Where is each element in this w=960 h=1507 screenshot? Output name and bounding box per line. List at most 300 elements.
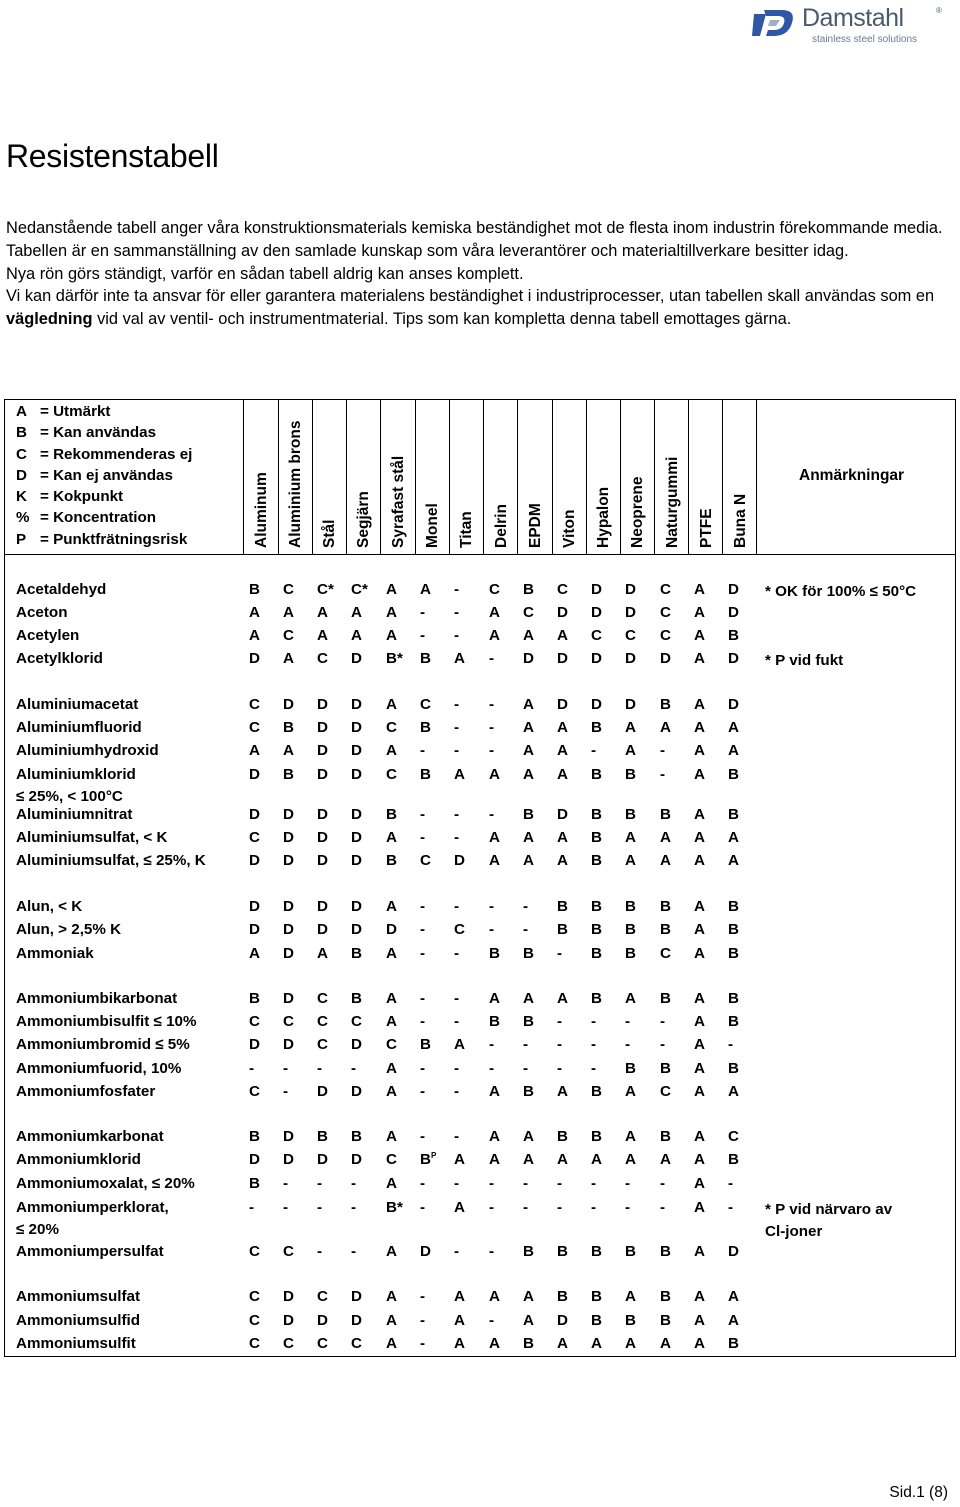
rating-cell: D: [283, 1036, 294, 1053]
rating-cell: C: [625, 627, 636, 644]
rating-cell: A: [694, 806, 705, 823]
rating-cell: D: [317, 921, 328, 938]
rating-cell: D: [728, 1243, 739, 1260]
rating-cell: -: [591, 1199, 597, 1216]
legend-key: K: [16, 488, 27, 506]
column-header: PTFE: [698, 508, 715, 548]
rating-cell: -: [317, 1175, 323, 1192]
rating-cell: A: [694, 696, 705, 713]
rating-cell: A: [625, 742, 636, 759]
rating-cell: D: [351, 650, 362, 667]
rating-cell: -: [660, 742, 666, 759]
rating-cell: D: [283, 921, 294, 938]
rating-cell: [420, 1151, 450, 1168]
rating-cell: B: [591, 852, 602, 869]
rating-cell: A: [386, 1013, 397, 1030]
legend-text: = Kokpunkt: [40, 488, 124, 506]
rating-cell: -: [660, 1175, 666, 1192]
rating-cell: C: [249, 1335, 260, 1352]
rating-cell: D: [351, 1083, 362, 1100]
rating-cell: C: [351, 1335, 362, 1352]
table-row: [0, 1221, 960, 1241]
rating-cell: A: [591, 1335, 602, 1352]
legend-item: [16, 422, 192, 443]
column-header: Aluminium brons: [287, 420, 304, 548]
rating-cell: B: [523, 581, 534, 598]
table-row: [0, 1151, 960, 1171]
rating-cell: -: [523, 1060, 529, 1077]
rating-cell: B: [625, 898, 636, 915]
chemical-name: Acetylen: [16, 627, 80, 644]
rating-cell: -: [420, 806, 426, 823]
rating-cell: A: [694, 1128, 705, 1145]
rating-cell: -: [420, 627, 426, 644]
rating-cell: D: [728, 650, 739, 667]
rating-cell: B: [591, 1083, 602, 1100]
rating-cell: B: [625, 1060, 636, 1077]
rating-cell: A: [386, 1312, 397, 1329]
rating-cell: A: [454, 1036, 465, 1053]
column-header: Neoprene: [629, 476, 646, 548]
legend-text: = Punktfrätningsrisk: [40, 530, 188, 548]
rating-cell: D: [283, 852, 294, 869]
rating-cell: B: [420, 719, 431, 736]
table-row: [0, 806, 960, 826]
rating-cell: A: [625, 1288, 636, 1305]
chemical-name: Ammoniumsulfit: [16, 1335, 136, 1352]
rating-cell: -: [317, 1243, 323, 1260]
rating-cell: C: [386, 1036, 397, 1053]
rating-cell: C: [386, 1151, 397, 1168]
rating-cell: -: [660, 1013, 666, 1030]
rating-cell: A: [694, 921, 705, 938]
rating-cell: A: [386, 581, 397, 598]
rating-cell: D: [351, 829, 362, 846]
column-divider: [346, 399, 347, 555]
rating-cell: A: [694, 581, 705, 598]
chemical-name: Aluminiumhydroxid: [16, 742, 159, 759]
column-divider: [688, 399, 689, 555]
rating-cell: B: [728, 898, 739, 915]
column-divider: [654, 399, 655, 555]
rating-cell: -: [489, 898, 495, 915]
rating-cell: D: [557, 696, 568, 713]
rating-cell: C: [660, 945, 671, 962]
rating-cell: A: [489, 852, 500, 869]
rating-cell: B: [249, 990, 260, 1007]
rating-cell: B: [625, 921, 636, 938]
rating-cell: D: [728, 696, 739, 713]
table-row: [0, 1312, 960, 1332]
rating-cell: A: [386, 1335, 397, 1352]
rating-cell: B: [523, 1335, 534, 1352]
rating-cell: D: [283, 1151, 294, 1168]
rating-cell: A: [694, 898, 705, 915]
rating-cell: C: [249, 1013, 260, 1030]
chemical-name: Ammoniumsulfid: [16, 1312, 141, 1329]
rating-cell: -: [420, 1060, 426, 1077]
rating-cell: -: [420, 1083, 426, 1100]
rating-cell: A: [317, 604, 328, 621]
rating-cell: B: [420, 766, 431, 783]
rating-cell: C: [283, 1243, 294, 1260]
rating-cell: -: [454, 1083, 460, 1100]
rating-cell: D: [454, 852, 465, 869]
rating-cell: -: [728, 1036, 734, 1053]
rating-cell: A: [489, 604, 500, 621]
rating-cell: B: [557, 1243, 568, 1260]
rating-cell: -: [591, 742, 597, 759]
rating-cell: B: [523, 1013, 534, 1030]
rating-cell: A: [489, 1151, 500, 1168]
rating-cell: D: [351, 1312, 362, 1329]
rating-cell: C: [283, 1335, 294, 1352]
rating-cell: C: [249, 1083, 260, 1100]
rating-cell: B: [625, 1312, 636, 1329]
page-number: Sid.1 (8): [889, 1484, 948, 1501]
column-divider: [722, 399, 723, 555]
rating-cell: A: [386, 1083, 397, 1100]
rating-cell: A: [489, 627, 500, 644]
table-row: [0, 650, 960, 670]
rating-cell: -: [591, 1060, 597, 1077]
column-divider: [449, 399, 450, 555]
rating-cell: -: [420, 742, 426, 759]
table-row: [0, 1060, 960, 1080]
rating-cell: C: [728, 1128, 739, 1145]
rating-cell: A: [728, 852, 739, 869]
rating-cell: -: [454, 1243, 460, 1260]
table-row: [0, 1288, 960, 1308]
rating-cell: A: [523, 1288, 534, 1305]
damstahl-logo: [752, 4, 942, 46]
table-row: [0, 852, 960, 872]
rating-cell: C: [283, 627, 294, 644]
rating-cell: B: [420, 1036, 431, 1053]
chemical-name: Aluminiumnitrat: [16, 806, 133, 823]
rating-cell: C: [317, 990, 328, 1007]
rating-cell: D: [351, 742, 362, 759]
rating-cell: A: [454, 650, 465, 667]
rating-cell: -: [557, 1013, 563, 1030]
chemical-name: Acetaldehyd: [16, 581, 107, 598]
rating-cell: C: [249, 719, 260, 736]
rating-cell: A: [489, 766, 500, 783]
rating-cell: A: [557, 829, 568, 846]
chemical-name: Aluminiumsulfat, ≤ 25%, K: [16, 852, 206, 869]
rating-cell: A: [523, 742, 534, 759]
rating-cell: -: [728, 1175, 734, 1192]
column-header: Aluminum: [253, 472, 270, 548]
legend-item: [16, 401, 192, 422]
rating-cell: D: [249, 766, 260, 783]
legend-text: = Kan ej användas: [40, 466, 173, 484]
rating-cell: D: [591, 604, 602, 621]
rating-cell: A: [694, 650, 705, 667]
rating-cell: B: [625, 806, 636, 823]
rating-cell: A: [694, 945, 705, 962]
rating-cell: A: [694, 990, 705, 1007]
column-header: EPDM: [527, 503, 544, 548]
rating-cell: C: [249, 1312, 260, 1329]
rating-cell: A: [523, 1312, 534, 1329]
rating-cell: B: [625, 766, 636, 783]
rating-cell: B: [351, 945, 362, 962]
intro-paragraph-3: [6, 285, 946, 331]
rating-cell: D: [283, 990, 294, 1007]
column-divider: [380, 399, 381, 555]
rating-cell: -: [454, 1175, 460, 1192]
rating-cell: A: [694, 1083, 705, 1100]
rating-cell: A: [660, 852, 671, 869]
rating-cell: B: [660, 1128, 671, 1145]
rating-cell: A: [523, 719, 534, 736]
rating-cell: A: [386, 1060, 397, 1077]
rating-cell: A: [386, 898, 397, 915]
chemical-name: Alun, > 2,5% K: [16, 921, 122, 938]
column-divider: [620, 399, 621, 555]
rating-cell: -: [249, 1060, 255, 1077]
rating-cell: B: [523, 806, 534, 823]
rating-cell: C: [386, 719, 397, 736]
rating-cell: -: [420, 604, 426, 621]
rating-cell: A: [249, 604, 260, 621]
rating-cell: B: [728, 1060, 739, 1077]
rating-cell: B: [591, 898, 602, 915]
rating-cell: A: [386, 945, 397, 962]
rating-cell: -: [591, 1013, 597, 1030]
table-row: [0, 945, 960, 965]
rating-cell: -: [591, 1036, 597, 1053]
rating-cell: B: [728, 1013, 739, 1030]
rating-cell: B: [489, 1013, 500, 1030]
rating-cell: A: [660, 719, 671, 736]
rating-cell: B: [249, 1175, 260, 1192]
rating-cell: D: [249, 650, 260, 667]
rating-cell: -: [523, 1175, 529, 1192]
rating-cell: -: [420, 1335, 426, 1352]
table-row: [0, 604, 960, 624]
rating-cell: B: [591, 1128, 602, 1145]
rating-cell: B: [660, 990, 671, 1007]
chemical-name: Ammoniumbromid ≤ 5%: [16, 1036, 190, 1053]
column-divider: [278, 399, 279, 555]
chemical-name: ≤ 25%, < 100°C: [16, 788, 123, 805]
intro-text: [6, 217, 946, 331]
rating-cell: A: [489, 1128, 500, 1145]
rating-cell: B: [591, 1243, 602, 1260]
rating-cell: D: [351, 719, 362, 736]
rating-cell: -: [454, 1128, 460, 1145]
rating-cell: A: [625, 1128, 636, 1145]
rating-cell: A: [625, 852, 636, 869]
rating-cell: -: [454, 1013, 460, 1030]
rating-cell: A: [625, 1335, 636, 1352]
chemical-name: Aluminiumfluorid: [16, 719, 142, 736]
rating-cell: D: [557, 1312, 568, 1329]
rating-cell: C: [557, 581, 568, 598]
rating-cell: A: [728, 1312, 739, 1329]
rating-cell: B: [625, 1243, 636, 1260]
rating-cell: -: [557, 1199, 563, 1216]
chemical-name: Ammoniumbisulfit ≤ 10%: [16, 1013, 197, 1030]
rating-cell: D: [317, 806, 328, 823]
rating-cell: D: [283, 696, 294, 713]
remark-text: * OK för 100% ≤ 50°C: [765, 583, 917, 600]
table-row: [0, 1083, 960, 1103]
rating-cell: -: [523, 898, 529, 915]
table-row: [0, 829, 960, 849]
rating-cell: C: [317, 1288, 328, 1305]
chemical-name: Aluminiumsulfat, < K: [16, 829, 168, 846]
rating-cell: A: [351, 627, 362, 644]
rating-cell: D: [728, 604, 739, 621]
rating-cell: D: [351, 898, 362, 915]
rating-cell: C: [454, 921, 465, 938]
rating-cell: A: [557, 1335, 568, 1352]
rating-cell: A: [489, 829, 500, 846]
legend-item: [16, 465, 192, 486]
rating-cell: A: [728, 1083, 739, 1100]
rating-cell: D: [523, 650, 534, 667]
rating-cell: A: [249, 945, 260, 962]
rating-cell: -: [489, 921, 495, 938]
rating-cell: A: [523, 696, 534, 713]
rating-cell: A: [625, 990, 636, 1007]
rating-cell: A: [386, 604, 397, 621]
table-row: [0, 1335, 960, 1355]
table-row: [0, 1036, 960, 1056]
rating-cell: A: [728, 719, 739, 736]
column-divider: [483, 399, 484, 555]
rating-cell: A: [489, 1288, 500, 1305]
rating-cell: -: [454, 604, 460, 621]
rating-cell: -: [420, 898, 426, 915]
table-row: [0, 898, 960, 918]
column-header: Hypalon: [595, 486, 612, 548]
rating-cell: C: [249, 829, 260, 846]
intro-text-part: Vi kan därför inte ta ansvar för eller garantera materialens beständighet i industriprocesser, utan tabellen skall användas som en: [6, 287, 935, 306]
rating-cell: -: [420, 1288, 426, 1305]
rating-cell: D: [283, 1288, 294, 1305]
rating-cell: D: [283, 1312, 294, 1329]
rating-cell: D: [317, 898, 328, 915]
rating-cell: C*: [351, 581, 368, 598]
table-row: [0, 1199, 960, 1219]
column-header: Delrin: [493, 504, 510, 548]
rating-cell: A: [694, 1175, 705, 1192]
rating-cell: -: [454, 581, 460, 598]
column-divider: [552, 399, 553, 555]
rating-cell: A: [728, 742, 739, 759]
table-row: [0, 581, 960, 601]
rating-cell: A: [317, 627, 328, 644]
rating-cell: -: [454, 742, 460, 759]
rating-cell: B: [728, 766, 739, 783]
rating-cell: A: [557, 1151, 568, 1168]
rating-cell: A: [625, 719, 636, 736]
rating-cell: A: [386, 1175, 397, 1192]
legend-item: [16, 507, 192, 528]
rating-cell: A: [694, 1199, 705, 1216]
rating-cell: -: [420, 1175, 426, 1192]
rating-cell: A: [625, 829, 636, 846]
rating-cell: -: [591, 1175, 597, 1192]
rating-cell: D: [351, 696, 362, 713]
rating-cell: -: [660, 766, 666, 783]
rating-cell: B: [591, 945, 602, 962]
rating-cell: A: [694, 1243, 705, 1260]
rating-cell: B: [660, 1312, 671, 1329]
rating-cell: -: [317, 1060, 323, 1077]
legend-text: = Kan användas: [40, 424, 157, 442]
rating-cell: B: [660, 898, 671, 915]
rating-cell: C: [386, 766, 397, 783]
rating-cell: -: [557, 1036, 563, 1053]
table-row: [0, 1128, 960, 1148]
rating-cell: D: [728, 581, 739, 598]
chemical-name: Ammoniumoxalat, ≤ 20%: [16, 1175, 195, 1192]
rating-cell: B: [728, 990, 739, 1007]
intro-paragraph-2: Nya rön görs ständigt, varför en sådan tabell aldrig kan anses komplett.: [6, 264, 524, 283]
table-row: [0, 719, 960, 739]
rating-cell: A: [728, 1288, 739, 1305]
rating-cell: C: [660, 1083, 671, 1100]
rating-cell: A: [557, 766, 568, 783]
rating-cell: D: [249, 1151, 260, 1168]
legend-key: C: [16, 445, 27, 463]
rating-cell: -: [489, 1175, 495, 1192]
legend-key: B: [16, 424, 27, 442]
rating-cell: B: [660, 1060, 671, 1077]
rating-cell: A: [249, 742, 260, 759]
rating-cell: B: [591, 806, 602, 823]
rating-cell: A: [694, 1036, 705, 1053]
chemical-name: Ammoniumbikarbonat: [16, 990, 178, 1007]
logo-tagline: stainless steel solutions: [812, 34, 918, 45]
rating-cell: B*: [386, 650, 403, 667]
rating-cell: D: [283, 898, 294, 915]
rating-cell: A: [386, 990, 397, 1007]
rating-cell: -: [489, 719, 495, 736]
rating-cell: D: [249, 1036, 260, 1053]
rating-cell: -: [420, 945, 426, 962]
rating-cell: -: [557, 1175, 563, 1192]
rating-cell: A: [386, 627, 397, 644]
chemical-name: Aceton: [16, 604, 68, 621]
rating-cell: D: [625, 696, 636, 713]
rating-cell: C: [660, 581, 671, 598]
rating-cell: -: [728, 1199, 734, 1216]
legend-item: [16, 529, 192, 550]
rating-cell: -: [523, 1036, 529, 1053]
rating-cell: A: [489, 990, 500, 1007]
column-header: Monel: [424, 503, 441, 548]
table-row: [0, 766, 960, 786]
rating-cell: D: [249, 806, 260, 823]
table-row: [0, 990, 960, 1010]
rating-cell: B: [523, 1243, 534, 1260]
column-divider: [243, 399, 244, 555]
rating-cell: B: [386, 852, 397, 869]
intro-paragraph-1: Nedanstående tabell anger våra konstruktionsmaterials kemiska beständighet mot de flesta inom industrin förekommande media. Tabellen är en sammanställning av den samlade kunskap som våra leverantörer och materialtillverkare besitter idag.: [6, 219, 943, 260]
rating-cell: B: [591, 829, 602, 846]
rating-cell: -: [420, 1128, 426, 1145]
column-divider: [415, 399, 416, 555]
rating-cell: A: [557, 719, 568, 736]
rating-cell: A: [523, 1128, 534, 1145]
damstahl-logo-icon: [752, 6, 798, 40]
